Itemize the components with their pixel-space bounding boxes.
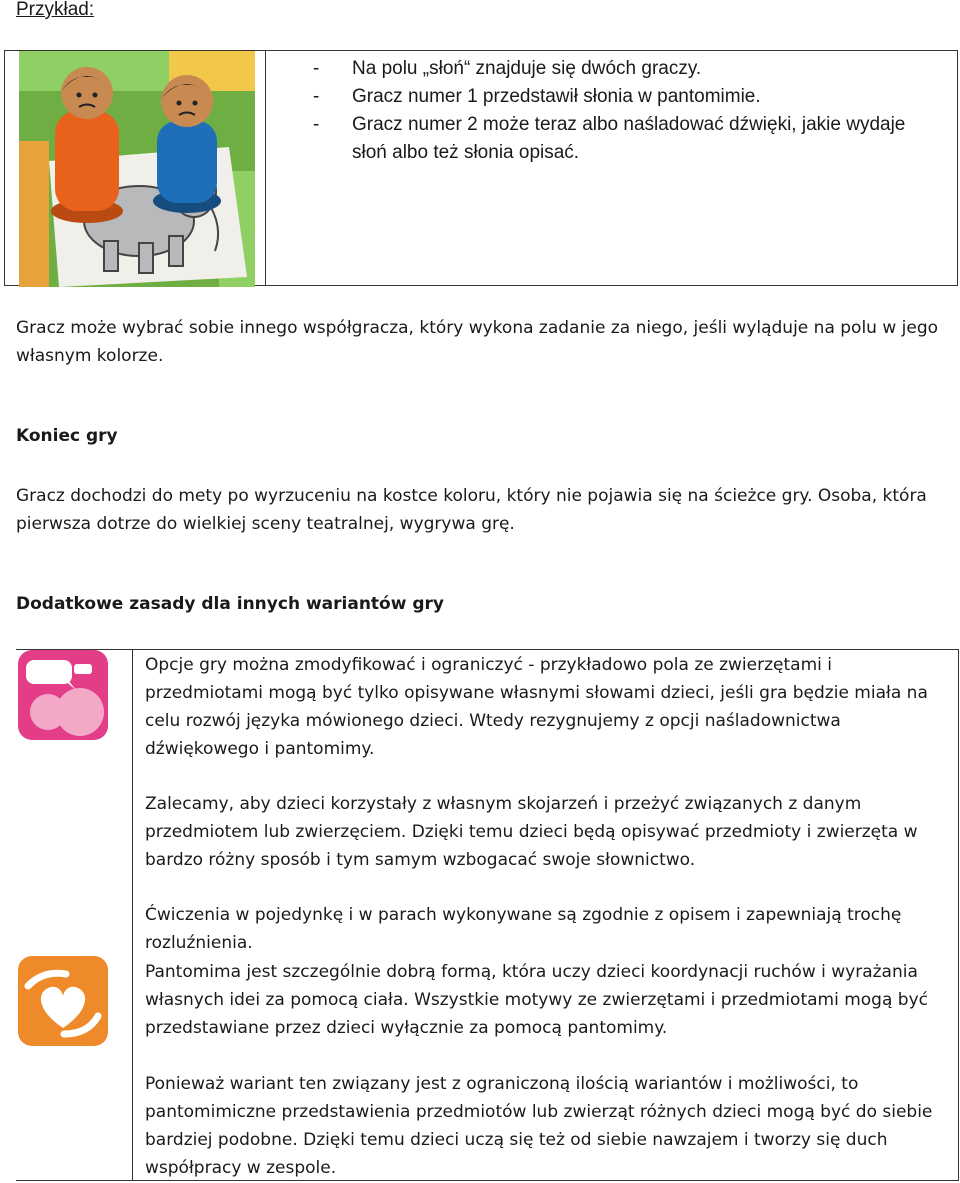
- list-item: - Na polu „słoń“ znajduje się dwóch graczy.: [307, 55, 912, 83]
- table-divider: [132, 650, 133, 1180]
- extra-rules-heading: Dodatkowe zasady dla innych wariantów gry: [16, 594, 444, 614]
- end-of-game-heading: Koniec gry: [16, 426, 118, 446]
- speech-bubble-icon: [18, 650, 108, 740]
- rules-paragraph: Ponieważ wariant ten związany jest z ograniczoną ilością wariantów i możliwości, to pantomimiczne przedstawienia przedmiotów lub zwierząt różnych dzieci mogą być do siebie bardziej podobne. Dzięki temu dzieci uczą się też od siebie nawzajem i tworzy się duch współpracy w zespole.: [145, 1074, 933, 1178]
- choose-partner-paragraph: Gracz może wybrać sobie innego współgracza, który wykona zadanie za niego, jeśli wyląduje na polu w jego własnym kolorze.: [16, 318, 939, 366]
- example-list: [307, 55, 912, 167]
- rules-paragraph: Ćwiczenia w pojedynkę i w parach wykonywane są zgodnie z opisem i zapewniają trochę rozluźnienia.: [145, 905, 902, 953]
- table-divider: [265, 51, 266, 285]
- list-item: - Gracz numer 1 przedstawił słonia w pantomimie.: [307, 83, 912, 111]
- list-item: - Gracz numer 2 może teraz albo naśladować dźwięki, jakie wydaje słoń albo też słonia opisać.: [307, 111, 912, 167]
- example-heading: Przykład:: [16, 0, 95, 20]
- end-of-game-paragraph: Gracz dochodzi do mety po wyrzuceniu na kostce koloru, który nie pojawia się na ścieżce gry. Osoba, która pierwsza dotrze do wielkiej sceny teatralnej, wygrywa grę.: [16, 486, 927, 534]
- rules-paragraph: Opcje gry można zmodyfikować i ograniczyć - przykładowo pola ze zwierzętami i przedmiotami mogą być tylko opisywane własnymi słowami dzieci, jeśli gra będzie miała na celu rozwój języka mówionego dzieci. Wtedy rezygnujemy z opcji naśladownictwa dźwiękowego i pantomimy.: [145, 655, 928, 759]
- hands-heart-icon: [18, 956, 108, 1046]
- example-table: [4, 50, 958, 286]
- rules-paragraph: Zalecamy, aby dzieci korzystały z własnym skojarzeń i przeżyć związanych z danym przedmiotem lub zwierzęciem. Dzięki temu dzieci będą opisywać przedmioty i zwierzęta w bardzo różny sposób i tym samym wzbogacać swoje słownictwo.: [145, 794, 918, 870]
- rules-paragraph: Pantomima jest szczególnie dobrą formą, która uczy dzieci koordynacji ruchów i wyrażania własnych idei za pomocą ciała. Wszystkie motywy ze zwierzętami i przedmiotami mogą być przedstawiane przez dzieci wyłącznie za pomocą pantomimy.: [145, 962, 928, 1038]
- pawns-on-elephant-photo: [19, 51, 255, 287]
